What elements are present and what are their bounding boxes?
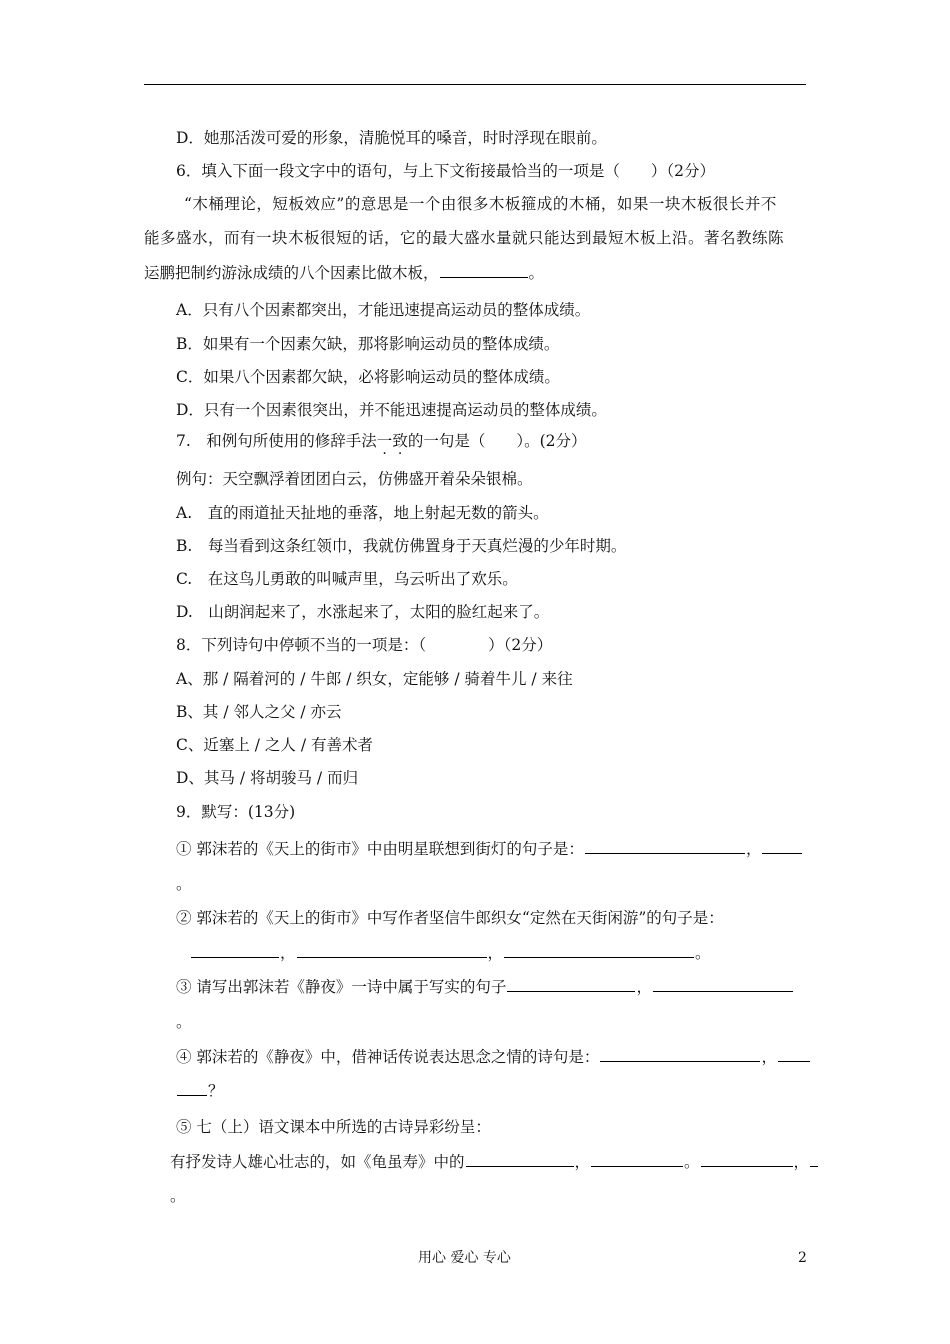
q5-option-d: D．她那活泼可爱的形象，清脆悦耳的嗓音，时时浮现在眼前。 [176, 129, 607, 147]
q8-option-d: D、其马 / 将胡骏马 / 而归 [176, 769, 359, 787]
answer-blank[interactable] [297, 942, 487, 958]
q9-item-5: ⑤ 七（上）语文课本中所选的古诗异彩纷呈： [176, 1118, 491, 1136]
q6-passage-line-1: “木桶理论，短板效应”的意思是一个由很多木板箍成的木桶，如果一块木板很长并不 [184, 195, 777, 213]
q9-item-2: ② 郭沫若的《天上的街市》中写作者坚信牛郎织女“定然在天街闲游”的句子是： [176, 909, 724, 927]
q7-option-d: D. 山朗润起来了，水涨起来了，太阳的脸红起来了。 [176, 603, 550, 621]
q7-option-a: A. 直的雨道扯天扯地的垂落，地上射起无数的箭头。 [176, 504, 549, 522]
answer-blank[interactable] [177, 1080, 207, 1096]
answer-blank[interactable] [504, 942, 694, 958]
answer-blank[interactable] [653, 976, 793, 992]
q7-stem: 7. 和例句所使用的修辞手法一致的一句是（ ）。(2分） [176, 432, 587, 450]
q7-option-b: B. 每当看到这条红领巾，我就仿佛置身于天真烂漫的少年时期。 [176, 537, 627, 555]
answer-blank[interactable] [701, 1151, 793, 1167]
q6-passage-line-3: 运鹏把制约游泳成绩的八个因素比做木板， 。 [144, 264, 545, 282]
q6-option-c: C．如果八个因素都欠缺，必将影响运动员的整体成绩。 [176, 368, 560, 386]
q6-stem: 6．填入下面一段文字中的语句，与上下文衔接最恰当的一项是（ ）（2分） [176, 162, 715, 180]
q8-stem: 8．下列诗句中停顿不当的一项是：（ ）（2分） [176, 636, 553, 654]
q9-item-1-end: 。 [176, 875, 192, 893]
header-rule [144, 84, 806, 85]
answer-blank[interactable] [585, 838, 745, 854]
answer-blank[interactable] [507, 976, 635, 992]
q8-option-b: B、其 / 邻人之父 / 亦云 [176, 703, 342, 721]
q9-item-3-end: 。 [176, 1013, 192, 1031]
page-number: 2 [798, 1250, 807, 1266]
q9-item-4: ④ 郭沫若的《静夜》中，借神话传说表达思念之情的诗句是： ， [176, 1046, 811, 1067]
footer-motto: 用心 爱心 专心 [418, 1250, 511, 1266]
q8-option-c: C、近塞上 / 之人 / 有善术者 [176, 736, 374, 754]
q6-option-a: A．只有八个因素都突出，才能迅速提高运动员的整体成绩。 [176, 301, 591, 319]
answer-blank[interactable] [591, 1151, 683, 1167]
q9-item-5-end: 。 [170, 1187, 186, 1205]
answer-blank[interactable] [440, 262, 528, 278]
q9-item-2-blanks: ， ， 。 [190, 942, 711, 963]
q9-item-4-end: ？ [176, 1080, 224, 1101]
answer-blank[interactable] [466, 1151, 574, 1167]
q6-passage-line-2: 能多盛水，而有一块木板很短的话，它的最大盛水量就只能达到最短木板上沿。著名教练陈 [144, 229, 785, 247]
q6-option-d: D．只有一个因素很突出，并不能迅速提高运动员的整体成绩。 [176, 401, 607, 419]
q7-option-c: C. 在这鸟儿勇敢的叫喊声里，乌云听出了欢乐。 [176, 570, 518, 588]
q9-stem: 9．默写：(13分) [176, 803, 296, 821]
answer-blank[interactable] [810, 1151, 818, 1167]
answer-blank[interactable] [762, 838, 802, 854]
q9-item-1: ① 郭沫若的《天上的街市》中由明星联想到街灯的句子是： ， [176, 838, 803, 859]
answer-blank[interactable] [600, 1046, 760, 1062]
q8-option-a: A、那 / 隔着河的 / 牛郎 / 织女，定能够 / 骑着牛儿 / 来往 [176, 670, 573, 688]
q7-example: 例句：天空飘浮着团团白云，仿佛盛开着朵朵银棉。 [176, 470, 533, 488]
q6-option-b: B．如果有一个因素欠缺，那将影响运动员的整体成绩。 [176, 335, 560, 353]
answer-blank[interactable] [191, 942, 279, 958]
answer-blank[interactable] [778, 1046, 810, 1062]
q9-item-5-line: 有抒发诗人雄心壮志的，如《龟虽寿》中的 ， 。 ， [170, 1151, 819, 1172]
q9-item-3: ③ 请写出郭沫若《静夜》一诗中属于写实的句子 ， [176, 976, 794, 997]
